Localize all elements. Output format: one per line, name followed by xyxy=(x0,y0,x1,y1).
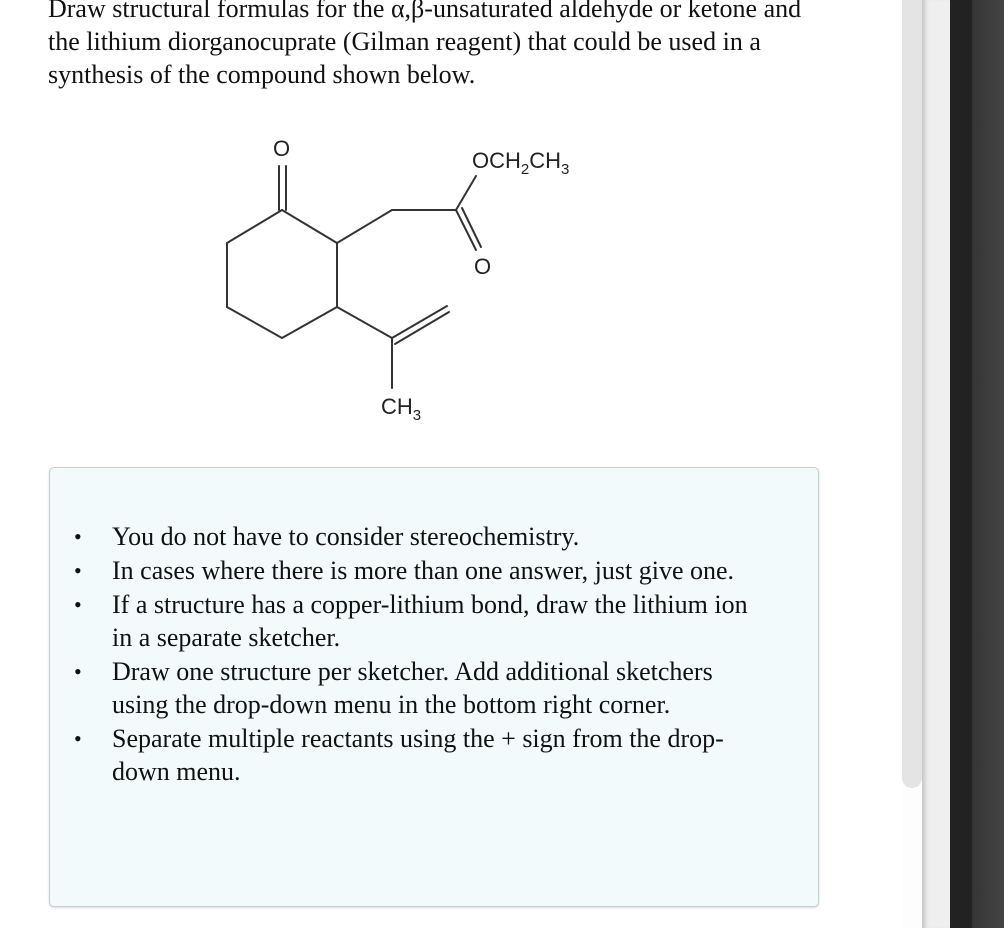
bond xyxy=(392,306,447,338)
ester-group-label: $OCH_2CH_3$ xyxy=(472,148,570,178)
instruction-item: • If a structure has a copper-lithium bond, draw the lithium ion in a separate sketcher. xyxy=(74,590,748,652)
bond xyxy=(337,210,392,243)
bond xyxy=(282,307,337,338)
bullet-icon: • xyxy=(74,558,82,583)
scrollbar-thumb[interactable] xyxy=(902,0,922,788)
bullet-icon: • xyxy=(74,592,82,617)
instruction-item: • Draw one structure per sketcher. Add additional sketchers using the drop-down menu in the bottom right corner. xyxy=(74,657,713,719)
compound-structure xyxy=(0,0,700,440)
bond xyxy=(227,307,282,338)
side-panel xyxy=(972,0,1004,928)
question-text: Draw structural formulas for the α,β-unsaturated aldehyde or ketone and the lithium diorganocuprate (Gilman reagent) that could be used in a synthesis of the compound shown below. xyxy=(48,0,802,89)
instructions-list xyxy=(74,520,762,789)
methyl-label: $CH_3$ xyxy=(381,394,422,424)
side-panel-divider xyxy=(922,0,950,928)
ketone-oxygen-label: O xyxy=(273,136,291,161)
bullet-icon: • xyxy=(74,726,82,751)
bond xyxy=(456,176,476,210)
instruction-item: • You do not have to consider stereochemistry. xyxy=(74,522,580,551)
bond xyxy=(395,312,449,344)
bullet-icon: • xyxy=(74,524,82,549)
side-panel-edge xyxy=(950,0,972,928)
bullet-icon: • xyxy=(74,659,82,684)
instruction-item: • Separate multiple reactants using the + sign from the drop-down menu. xyxy=(74,724,724,786)
instructions-box xyxy=(49,467,819,907)
ester-oxygen-label: O xyxy=(474,254,492,279)
bond xyxy=(227,210,282,243)
bond xyxy=(282,210,337,243)
bond xyxy=(337,307,392,338)
instruction-item: • In cases where there is more than one answer, just give one. xyxy=(74,556,735,585)
